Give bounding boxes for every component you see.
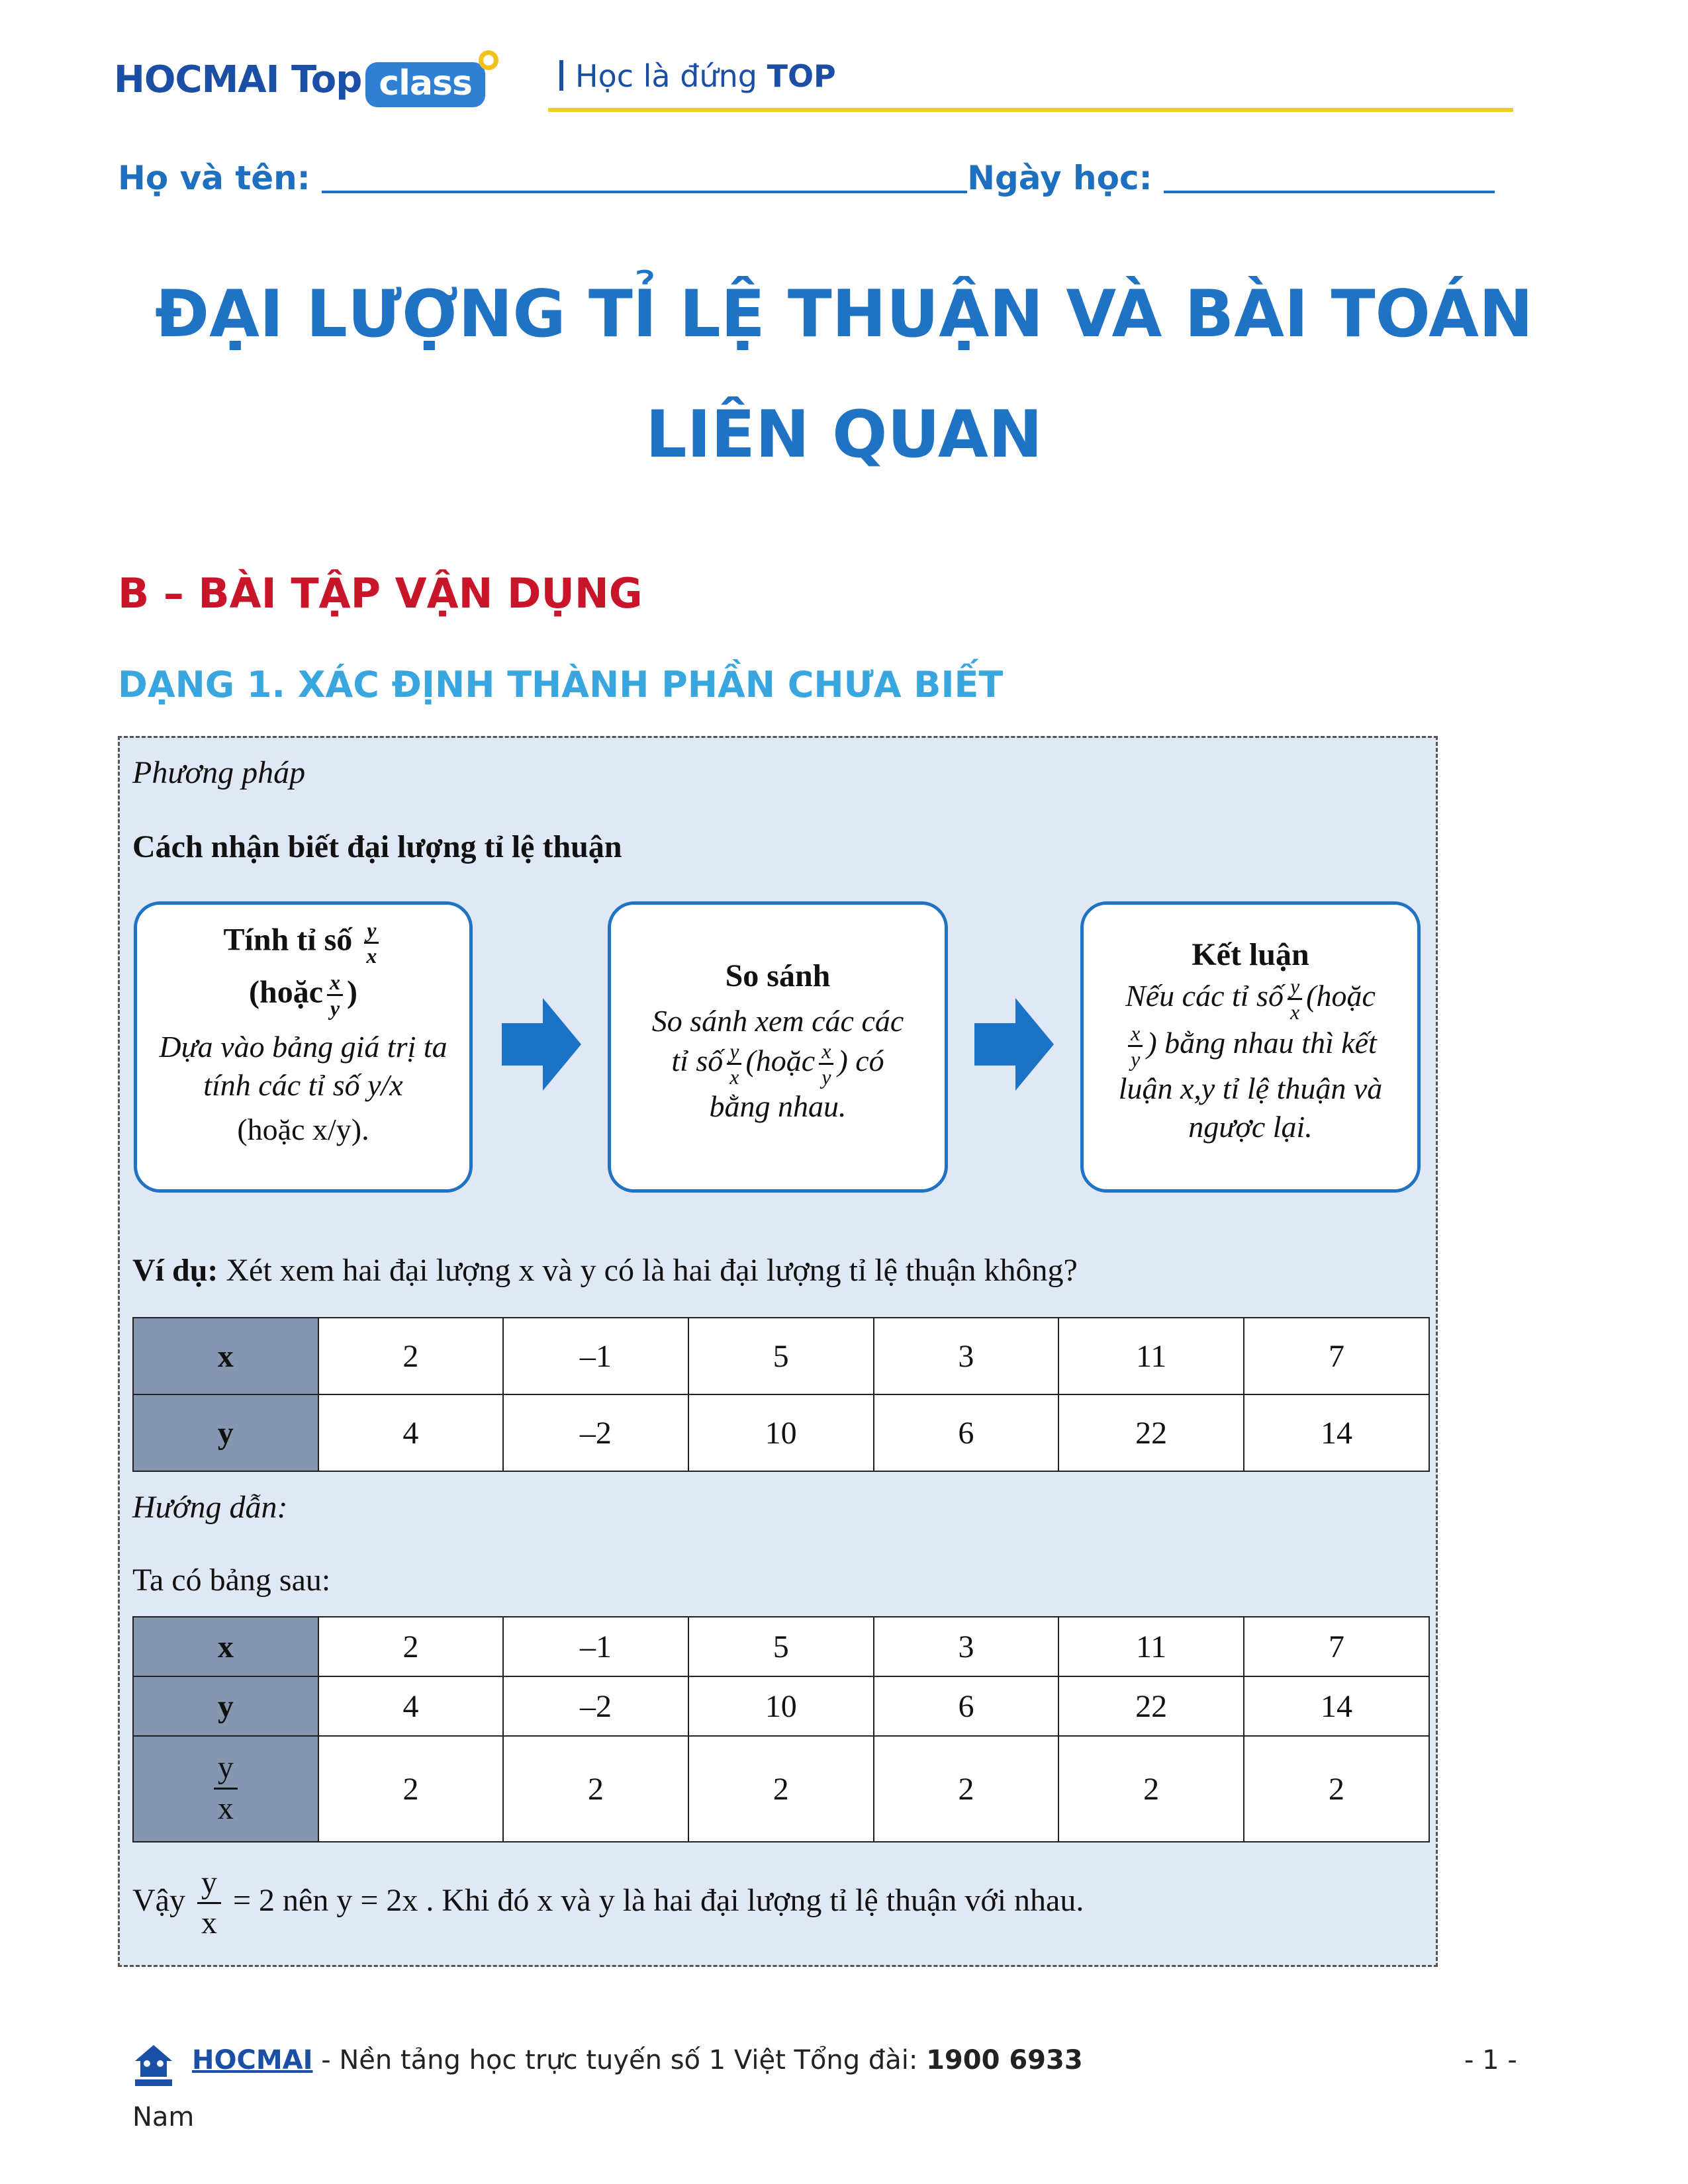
fraction-y-over-x: $\frac{y}{x}$ [197, 1866, 221, 1940]
slogan-divider [559, 60, 563, 91]
card-compare-body-3: bằng nhau. [709, 1089, 847, 1123]
fraction-y-over-x: $\frac{y}{x}$ [1288, 976, 1302, 1023]
example-question: Ví dụ: Xét xem hai đại lượng x và y có là hai đại lượng tỉ lệ thuận không? [132, 1253, 1078, 1288]
card-compute-head: Tính tỉ số $\frac{y}{x}$ [137, 919, 469, 966]
table-cell: –1 [503, 1318, 688, 1394]
table-row [133, 1676, 1429, 1736]
step-card-compare [608, 901, 948, 1193]
table-cell: 14 [1244, 1676, 1429, 1736]
table-cell: 22 [1058, 1394, 1244, 1471]
table-cell: 2 [318, 1318, 504, 1394]
table-cell: 14 [1244, 1394, 1429, 1471]
method-title: Cách nhận biết đại lượng tỉ lệ thuận [132, 829, 622, 864]
table-cell: –2 [503, 1394, 688, 1471]
student-info-line [118, 159, 1495, 197]
table-row [133, 1617, 1429, 1676]
fraction-y-over-x: $\frac{y}{x}$ [214, 1751, 238, 1825]
table-cell: 2 [874, 1736, 1059, 1842]
fraction-x-over-y: $\frac{x}{y}$ [819, 1040, 833, 1087]
table-cell: 10 [688, 1394, 874, 1471]
card-compute-alt: (hoặc $\frac{x}{y}$ ) [249, 970, 357, 1020]
table-cell: 2 [503, 1736, 688, 1842]
name-label: Họ và tên: [118, 159, 310, 197]
table-cell: 4 [318, 1676, 504, 1736]
table-cell: 2 [1058, 1736, 1244, 1842]
row-header-ratio [133, 1736, 318, 1842]
method-label: Phương pháp [132, 755, 306, 790]
table-cell: 5 [688, 1617, 874, 1676]
table-cell: 5 [688, 1318, 874, 1394]
row-header-y: y [133, 1676, 318, 1736]
table-cell: –1 [503, 1617, 688, 1676]
footer-wrap-text: Nam [132, 2102, 195, 2132]
row-header-x: x [133, 1617, 318, 1676]
fraction-x-over-y: $\frac{x}{y}$ [1128, 1023, 1143, 1069]
section-heading: B – BÀI TẬP VẬN DỤNG [118, 569, 643, 617]
header-divider [548, 108, 1513, 112]
fraction-x-over-y: $\frac{x}{y}$ [327, 972, 343, 1019]
table-cell: 2 [1244, 1736, 1429, 1842]
card-compare-head: So sánh [725, 958, 831, 993]
example-table [132, 1317, 1430, 1472]
fraction-y-over-x: $\frac{y}{x}$ [727, 1040, 741, 1087]
hocmai-house-icon [132, 2044, 175, 2087]
table-cell: 4 [318, 1394, 504, 1471]
card-compare-body-1: So sánh xem các các [651, 1004, 904, 1038]
table-cell: 6 [874, 1676, 1059, 1736]
date-label: Ngày học: [967, 159, 1152, 197]
page-number: - 1 - [1464, 2045, 1517, 2075]
solution-intro: Ta có bảng sau: [132, 1563, 331, 1598]
table-cell: 7 [1244, 1318, 1429, 1394]
arrow-right-icon [974, 998, 1054, 1091]
arrow-right-icon [502, 998, 581, 1091]
date-blank[interactable] [1164, 160, 1495, 193]
table-cell: 6 [874, 1394, 1059, 1471]
table-cell: 3 [874, 1318, 1059, 1394]
table-cell: 10 [688, 1676, 874, 1736]
row-header-y: y [133, 1394, 318, 1471]
table-cell: 11 [1058, 1318, 1244, 1394]
table-cell: 2 [318, 1617, 504, 1676]
solution-conclusion: Vậy $\frac{y}{x}$ = 2 nên y = 2x . Khi đó x và y là hai đại lượng tỉ lệ thuận với nhau. [132, 1865, 1084, 1941]
table-cell: 2 [318, 1736, 504, 1842]
footer-hotline: 1900 6933 [926, 2045, 1083, 2075]
logo-class-badge: class [365, 62, 485, 107]
card-conclude-body-4: ngược lại. [1188, 1109, 1313, 1144]
step-card-compute [134, 901, 473, 1193]
subsection-heading: DẠNG 1. XÁC ĐỊNH THÀNH PHẦN CHƯA BIẾT [118, 664, 1004, 705]
table-cell: 3 [874, 1617, 1059, 1676]
table-cell: –2 [503, 1676, 688, 1736]
table-row [133, 1736, 1429, 1842]
table-cell: 2 [688, 1736, 874, 1842]
table-cell: 7 [1244, 1617, 1429, 1676]
table-cell: 22 [1058, 1676, 1244, 1736]
sun-icon [479, 50, 498, 70]
footer-text: HOCMAI - Nền tảng học trực tuyến số 1 Việt Tổng đài: 1900 6933 [192, 2045, 1083, 2075]
slogan: Học là đứng TOP [559, 58, 836, 94]
logo-main-text: HOCMAI Top [114, 58, 362, 101]
page-title-line-1: ĐẠI LƯỢNG TỈ LỆ THUẬN VÀ BÀI TOÁN [154, 277, 1534, 352]
card-conclude-body-1: Nếu các tỉ số $\frac{y}{x}$ (hoặc [1125, 974, 1376, 1024]
card-compare-body-2: tỉ số $\frac{y}{x}$ (hoặc $\frac{x}{y}$ ) có [671, 1038, 884, 1089]
table-row [133, 1318, 1429, 1394]
card-compute-body: Dựa vào bảng giá trị ta tính các tỉ số y/x [159, 1030, 447, 1102]
card-conclude-body-2: $\frac{x}{y}$ ) bằng nhau thì kết [1084, 1023, 1417, 1069]
name-blank[interactable] [322, 160, 967, 193]
card-compute-body-end: (hoặc x/y). [237, 1113, 369, 1146]
card-conclude-body-3: luận x,y tỉ lệ thuận và [1118, 1071, 1383, 1105]
table-row [133, 1394, 1429, 1471]
footer-brand-link[interactable]: HOCMAI [192, 2045, 313, 2075]
solution-label: Hướng dẫn: [132, 1490, 288, 1525]
table-cell: 11 [1058, 1617, 1244, 1676]
solution-table [132, 1616, 1430, 1843]
card-conclude-head: Kết luận [1192, 937, 1309, 972]
step-card-conclude [1080, 901, 1421, 1193]
fraction-y-over-x: $\frac{y}{x}$ [364, 919, 379, 966]
row-header-x: x [133, 1318, 318, 1394]
hocmai-topclass-logo [114, 58, 485, 105]
page-title-line-2: LIÊN QUAN [645, 397, 1043, 473]
